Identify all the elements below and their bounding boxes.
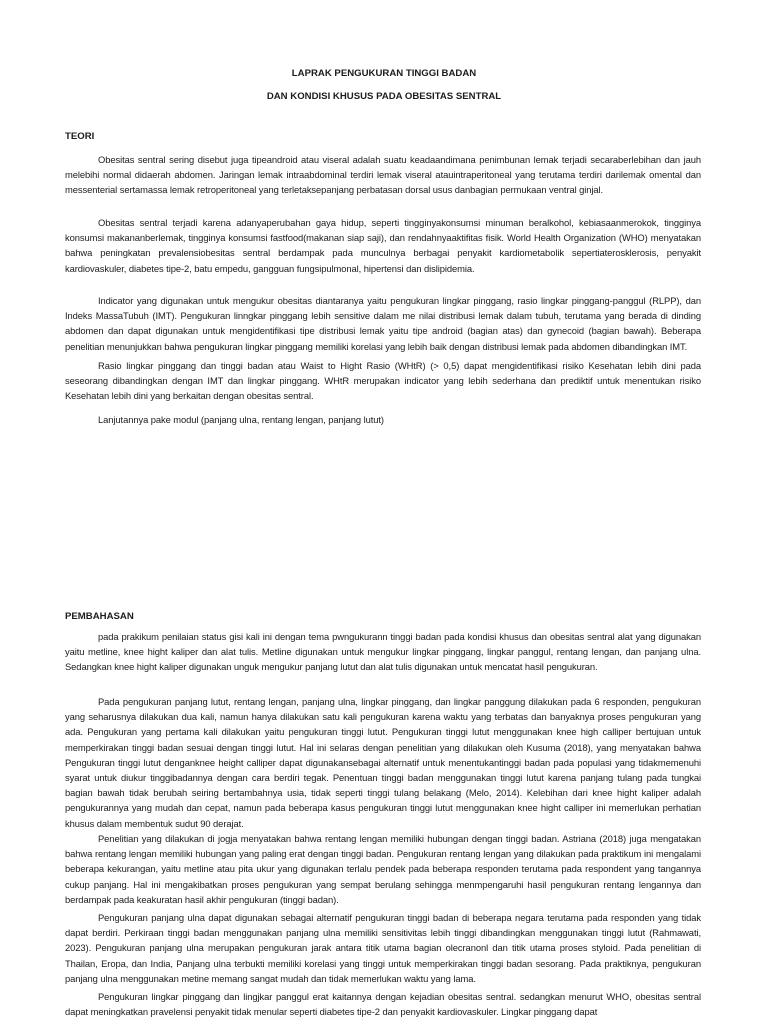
blank-space [65,440,701,600]
document-title-line-1: LAPRAK PENGUKURAN TINGGI BADAN [291,68,477,79]
paragraph: Obesitas sentral terjadi karena adanyaperubahan gaya hidup, seperti tingginyakonsumsi minuman beralkohol, kebiasaanmerokok, tingginya konsumsi makananberlemak, tingginya konsumsi fastfood(makanan siap saji), dan rendahnyaaktifitas fisik. World Health Organization (WHO) menyatakan bahwa peningkatan prevalensiobesitas sentral berdampak pada munculnya berbagai penyakit kardiometabolik sepertiaterosklerosis, penyakit kardiovaskuler, diabetes tipe-2, batu empedu, gangguan fungsipulmonal, hipertensi dan dislipidemia. [65,217,701,274]
paragraph: Pada pengukuran panjang lutut, rentang lengan, panjang ulna, lingkar pinggang, dan lingkar panggung dilakukan pada 6 responden, pengukuran yang seharusnya dilakukan dua kali, namun hanya dilakukan satu kali pengukuran karena waktu yang terbatas dan banyaknya proses pengukuran yang ada. Pengukuran yang pertama kali dilakukan yaitu pengukuran tinggi lutut. Pengukuran tinggi lutut menggunakan knee high calliper bertujuan untuk memperkirakan tinggi badan sesuai dengan tinggi lutut. Hal ini selaras dengan penelitian yang dilakukan oleh Kusuma (2018), yang menyatakan bahwa Pengukuran tinggi lutut denganknee height calliper dapat digunakansebagai alternatif untuk menentukantinggi badan pada populasi yang tidakmemenuhi syarat untuk diukur tinggibadannya dengan cara berdiri tegak. Penentuan tinggi badan menggunakan tinggi lutut karena panjang tulang pada tungkai bagian bawah tidak berubah seiring bertambahnya usia, tidak seperti tinggi tulang belakang (Melo, 2014). Kelebihan dari knee hight kaliper adalah pengukurannya yang mudah dan cepat, namun pada beberapa kasus pengukuran tinggi lutut menggunakan knee hight calliper ini memerlukan perhatian khusus dalam membentuk sudut 90 derajat. [65,696,701,829]
paragraph: pada prakikum penilaian status gisi kali ini dengan tema pwngukurann tinggi badan pada kondisi khusus dan obesitas sentral alat yang digunakan yaitu metline, knee hight kaliper dan alat tulis. Metline digunakan untuk mengukur lingkar pinggang, lingkar panggul, rentang lengan, dan panjang ulna. Sedangkan knee hight kaliper digunakan unguk mengukur panjang lutut dan alat tulis digunakan untuk mencatat hasil pengukuran. [65,631,701,673]
document-title-line-2: DAN KONDISI KHUSUS PADA OBESITAS SENTRAL [266,91,502,102]
paragraph: Obesitas sentral sering disebut juga tipeandroid atau viseral adalah suatu keadaandimana penimbunan lemak terjadi secaraberlebihan dan jauh melebihi normal didaerah abdomen. Jaringan lemak intraabdominal terdiri lemak viseral atauintraperitoneal yang terutama terdiri darilemak omental dan messenterial sertamassa lemak retroperitoneal yang terletaksepanjang perbatasan dorsal usus danbagian permukaan ventral ginjal. [65,154,701,196]
paragraph: Lanjutannya pake modul (panjang ulna, rentang lengan, panjang lutut) [98,414,384,425]
section-heading-pembahasan: PEMBAHASAN [65,611,134,622]
paragraph: Pengukuran lingkar pinggang dan lingjkar panggul erat kaitannya dengan kejadian obesitas sentral. sedangkan menurut WHO, obesitas sentral dapat meningkatkan pravelensi penyakit tidak menular seperti diabetes tipe-2 dan penyakit kardiovaskuler. Lingkar pinggang dapat [65,991,701,1018]
paragraph: Rasio lingkar pinggang dan tinggi badan atau Waist to Hight Rasio (WHtR) (> 0,5) dapat mengidentifikasi risiko Kesehatan lebih dini pada seseorang dibandingkan dengan IMT dan lingkar pinggang. WHtR merupakan indicator yang lebih sederhana dan prediktif untuk menentukan risiko Kesehatan lebih dini yang berkaitan dengan obesitas sentral. [65,360,701,402]
paragraph: Penelitian yang dilakukan di jogja menyatakan bahwa rentang lengan memiliki hubungan dengan tinggi badan. Astriana (2018) juga mengatakan bahwa rentang lengan memiliki hubungan yang paling erat dengan tinggi badan. Pengukuran rentang lengan yang dilakukan pada praktikum ini mengalami beberapa kekurangan, yaitu metline atau pita ukur yang digunakan terlalu pendek pada beberapa responden terutama pada respondent yang tangannya cukup panjang. Hal ini mengakibatkan proses pengukuran yang sempat berulang sehingga menmpengaruhi hasil pengukuran rentang lengannya dan berdampak pada keakuratan hasil akhir pengukuran (tinggi badan). [65,833,701,905]
paragraph: Pengukuran panjang ulna dapat digunakan sebagai alternatif pengukuran tinggi badan di beberapa negara terutama pada responden yang tidak dapat berdiri. Perkiraan tinggi badan menggunakan panjang ulna memiliki sensitivitas lebih tinggi dibandingkan menggunakan tinggi lutut (Rahmawati, 2023). Pengukuran panjang ulna merupakan pengukuran jarak antara titik utama bagian olecranonl dan titik utama proses styloid. Pada penelitian di Thailan, Eropa, dan India, Panjang ulna terbukti memiliki korelasi yang tinggi untuk memperkirakan tinggi badan sesorang. Pada praktiknya, pengukuran panjang ulna menggunakan metine memang sangat mudah dan tidak memerlukan waktu yang lama. [65,912,701,984]
paragraph: Indicator yang digunakan untuk mengukur obesitas diantaranya yaitu pengukuran lingkar pinggang, rasio lingkar pinggang-panggul (RLPP), dan Indeks MassaTubuh (IMT). Pengukuran linngkar pinggang lebih sensitive dalam me nilai distribusi lemak dalam tubuh, terutama yang berada di dinding abdomen dan dapat digunakan untuk mengidentifikasi tipe distribusi lemak yaitu tipe android (bagian atas) dan gynecoid (bagian bawah). Beberapa penelitian menunjukkan bahwa pengukuran lingkar pinggang memiliki korelasi yang lebih baik dengan distribusi lemak pada abdomen dibandingkan IMT. [65,295,701,352]
section-heading-teori: TEORI [65,131,95,142]
